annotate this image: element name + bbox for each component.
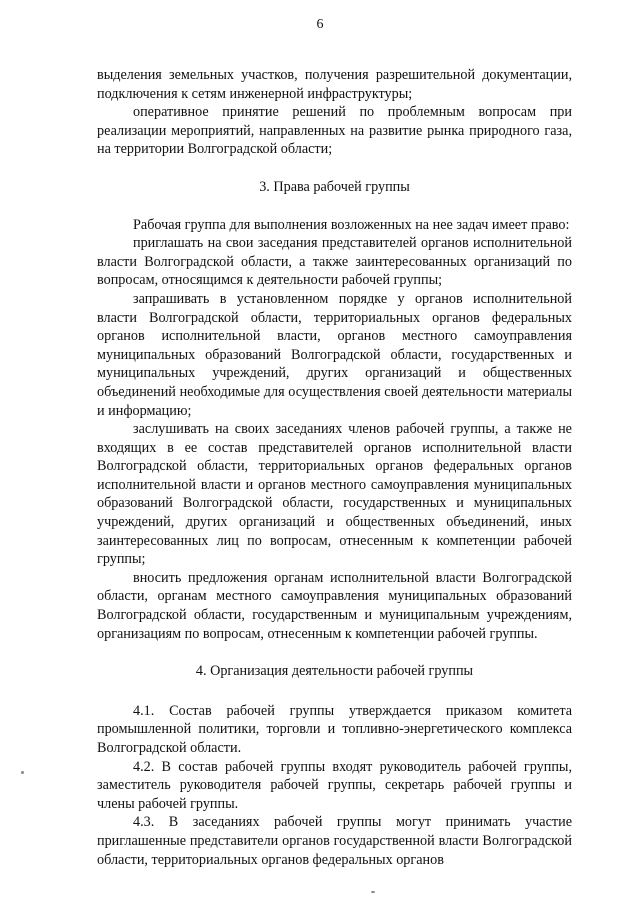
scan-speck [371, 891, 375, 893]
paragraph: 4.1. Состав рабочей группы утверждается приказом комитета промышленной политики, торговли и топливно-энергетического комплекса Волгоградской области. [97, 702, 572, 756]
paragraph: заслушивать на своих заседаниях членов рабочей группы, а также не входящих в ее состав представителей органов исполнительной власти Волгоградской области, территориальных органов федеральных органов исполнительной власти и органов местного самоуправления муниципальных образований Волгоградской области, государственных и муниципальных учреждений, других организаций и общественных объединений, иных заинтересованных лиц по вопросам, отнесенным к компетенции рабочей группы; [97, 421, 572, 568]
section-heading-3: 3. Права рабочей группы [259, 178, 410, 195]
paragraph: запрашивать в установленном порядке у органов исполнительной власти Волгоградской области, территориальных органов федеральных органов исполнительной власти, органов местного самоуправления муниципальных образований Волгоградской области, государственных и муниципальных учреждений, других организаций и общественных объединений необходимые для осуществления своей деятельности материалы и информацию; [97, 290, 572, 419]
scan-speck [21, 771, 24, 774]
paragraph: вносить предложения органам исполнительной власти Волгоградской области, органам местного самоуправления муниципальных образований Волгоградской области, государственным и муниципальным учреждениям, организациям по вопросам, отнесенным к компетенции рабочей группы. [97, 569, 572, 642]
section-heading-4: 4. Организация деятельности рабочей группы [195, 663, 474, 680]
paragraph: оперативное принятие решений по проблемным вопросам при реализации мероприятий, направленных на развитие рынка природного газа, на территории Волгоградской области; [97, 104, 572, 158]
paragraph: Рабочая группа для выполнения возложенных на нее задач имеет право: [133, 216, 570, 233]
paragraph: 4.2. В состав рабочей группы входят руководитель рабочей группы, заместитель руководителя рабочей группы, секретарь рабочей группы и члены рабочей группы. [97, 758, 572, 812]
paragraph-continuation: выделения земельных участков, получения разрешительной документации, подключения к сетям инженерной инфраструктуры; [97, 67, 572, 102]
page-number: 6 [316, 17, 324, 32]
paragraph: приглашать на свои заседания представителей органов исполнительной власти Волгоградской области, а также заинтересованных организаций по вопросам, относящимся к деятельности рабочей группы; [97, 235, 572, 289]
paragraph: 4.3. В заседаниях рабочей группы могут принимать участие приглашенные представители органов государственной власти Волгоградской области, территориальных органов федеральных органов [97, 814, 572, 868]
document-body [97, 66, 572, 869]
